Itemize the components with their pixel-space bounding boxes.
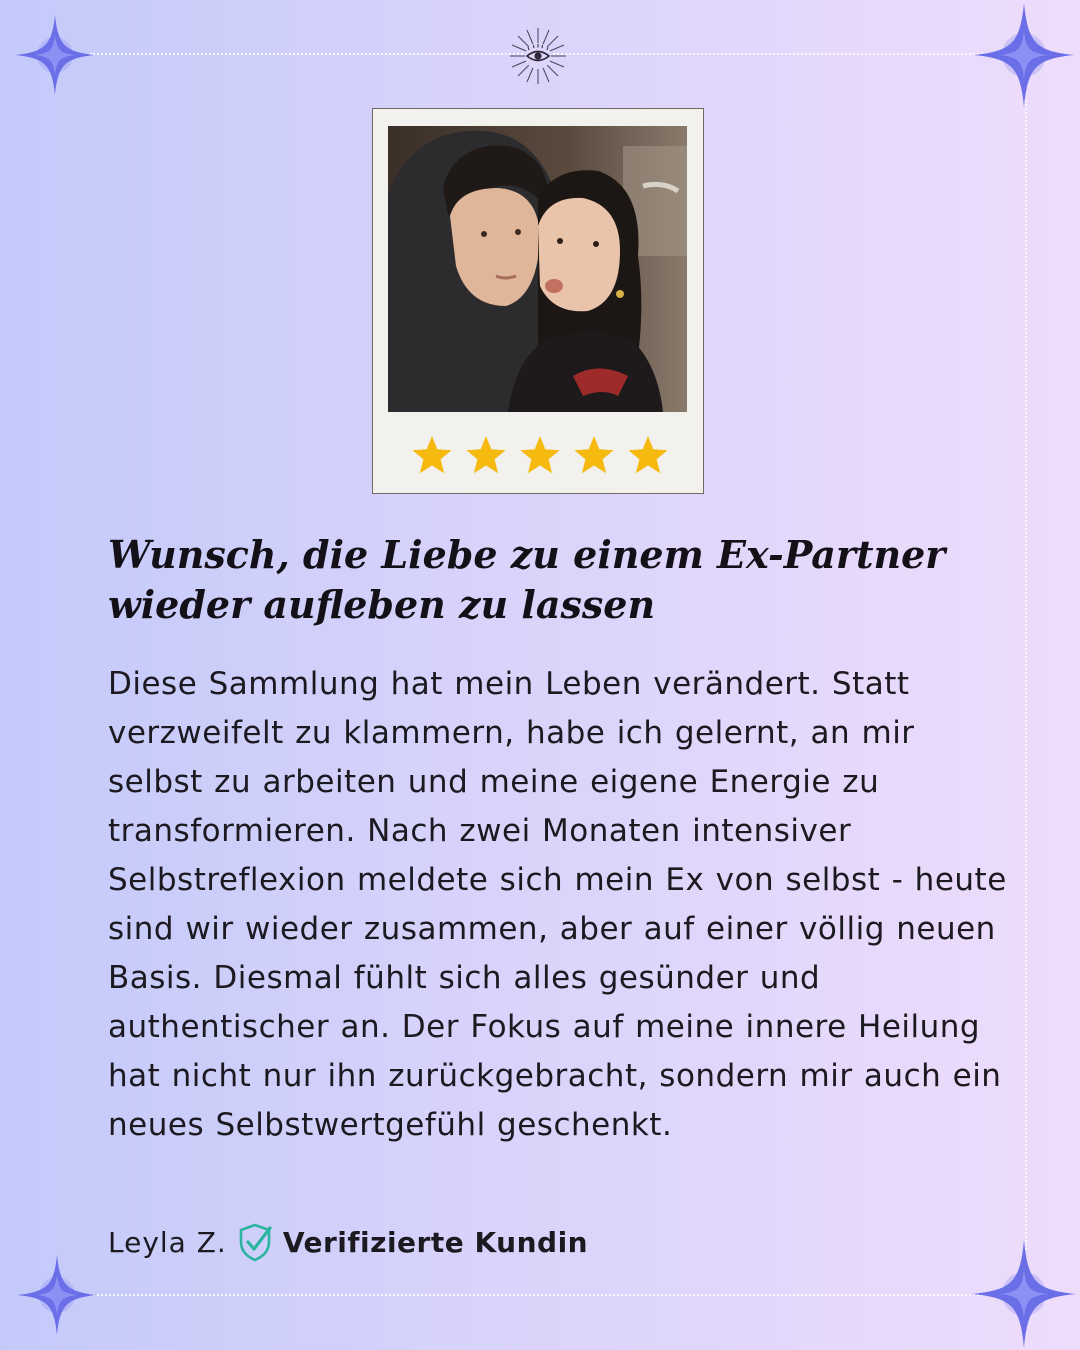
shield-check-icon xyxy=(237,1222,273,1262)
eye-emblem-icon xyxy=(508,26,568,86)
star-rating xyxy=(410,434,670,478)
review-polaroid xyxy=(372,108,704,494)
review-signature xyxy=(108,1220,588,1264)
star-icon xyxy=(466,436,505,473)
review-title: Wunsch, die Liebe zu einem Ex-Partner wieder aufleben zu lassen xyxy=(108,532,946,627)
star-icon xyxy=(520,436,559,473)
star-icon xyxy=(412,436,451,473)
sparkle-icon xyxy=(972,0,1076,110)
sparkle-icon xyxy=(12,1252,102,1338)
author-name: Leyla Z. xyxy=(108,1225,227,1259)
star-icon xyxy=(574,436,613,473)
star-icon xyxy=(628,436,667,473)
sparkle-icon xyxy=(970,1238,1078,1350)
frame-border-right xyxy=(1025,100,1027,1250)
frame-border-bottom xyxy=(90,1294,990,1296)
verified-badge: Verifizierte Kundin xyxy=(282,1225,589,1259)
review-body: Diese Sammlung hat mein Leben verändert. Statt verzweifelt zu klammern, habe ich gelernt, an mir selbst zu arbeiten und meine eigene Energie zu transformieren. Nach zwei Monaten intensiver Selbstreflexion meldete sich mein Ex von selbst - heute sind wir wieder zusammen, aber auf einer völlig neuen Basis. Diesmal fühlt sich alles gesünder und authentischer an. Der Fokus auf meine innere Heilung hat nicht nur ihn zurückgebracht, sondern mir auch ein neues Selbstwertgefühl geschenkt. xyxy=(108,666,1007,1143)
couple-photo xyxy=(388,126,687,412)
sparkle-icon xyxy=(10,12,100,98)
